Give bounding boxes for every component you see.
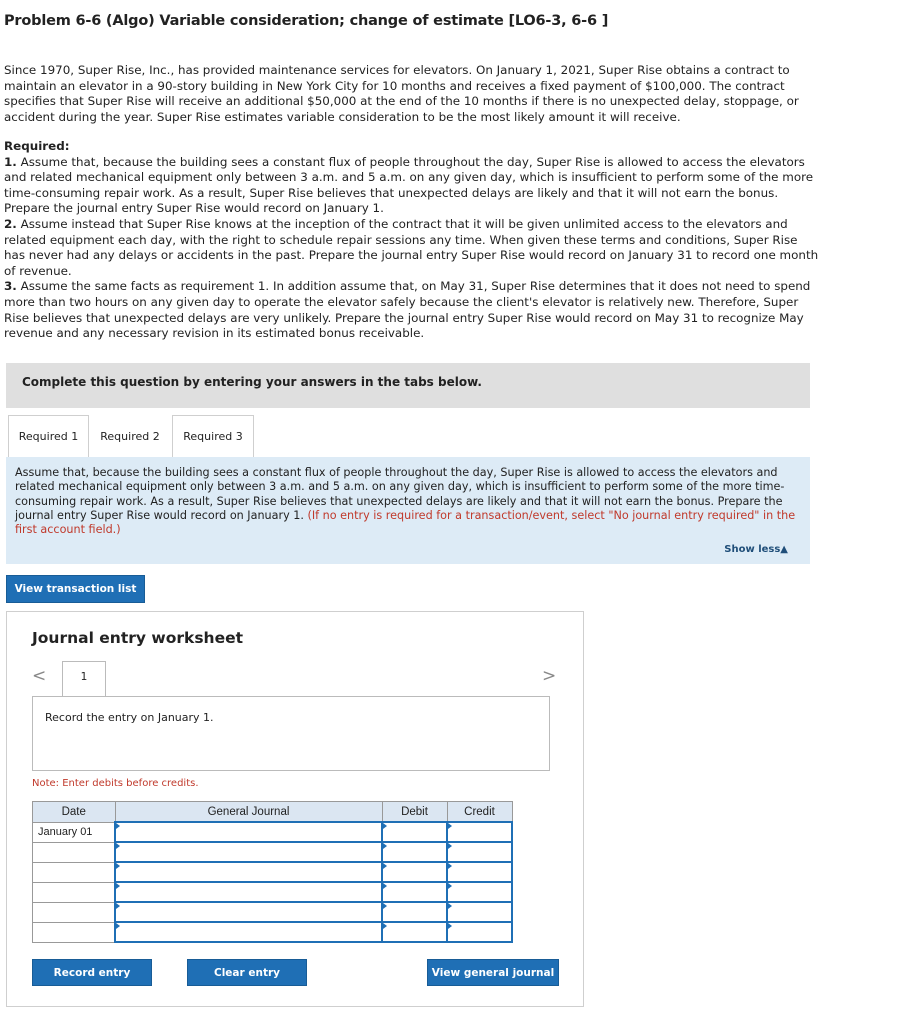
debit-input[interactable] — [382, 882, 447, 902]
entry-instruction: Record the entry on January 1. — [45, 711, 214, 724]
show-less-link[interactable]: Show less▲ — [724, 543, 788, 555]
entry-instruction-box — [32, 696, 550, 771]
date-cell — [33, 842, 116, 862]
date-cell — [33, 882, 116, 902]
date-cell: January 01 — [33, 822, 116, 842]
tab-required-1[interactable]: Required 1 — [8, 415, 89, 457]
credit-input[interactable] — [447, 882, 512, 902]
account-input[interactable] — [115, 882, 382, 902]
credit-input[interactable] — [447, 902, 512, 922]
chevron-right-icon[interactable]: > — [542, 666, 557, 686]
clear-entry-button[interactable]: Clear entry — [187, 959, 307, 986]
required-heading: Required: — [4, 139, 70, 153]
account-input[interactable] — [115, 902, 382, 922]
col-general-journal: General Journal — [115, 802, 382, 823]
credit-input[interactable] — [447, 862, 512, 882]
journal-header-row — [33, 802, 513, 823]
complete-question-text: Complete this question by entering your answers in the tabs below. — [22, 375, 482, 389]
worksheet-title: Journal entry worksheet — [32, 629, 244, 647]
journal-row — [33, 922, 513, 942]
worksheet-page-tab[interactable]: 1 — [62, 661, 106, 697]
journal-table — [32, 801, 513, 943]
account-input[interactable] — [115, 922, 382, 942]
problem-intro: Since 1970, Super Rise, Inc., has provided maintenance services for elevators. On January 1, 2021, Super Rise obtains a contract to maintain an elevator in a 90-story building in New York City for 10 months and receives a fixed payment of $100,000. The contract specifies that Super Rise will receive an additional $50,000 at the end of the 10 months if there is no unexpected delay, stoppage, or accident during the year. Super Rise estimates variable consideration to be the most likely amount it will receive. — [4, 63, 799, 124]
journal-entry-worksheet — [6, 611, 584, 1007]
instruction-panel — [6, 457, 810, 564]
problem-title: Problem 6-6 (Algo) Variable consideration; change of estimate [LO6-3, 6-6 ] — [4, 13, 609, 29]
requirement-2: 2. Assume instead that Super Rise knows at the inception of the contract that it will be given unlimited access to the elevators and related equipment each day, with the right to schedule repair sessions any time. When given these terms and conditions, Super Rise has never had any delays or accidents in the past. Prepare the journal entry Super Rise would record on January 31 to record one month of revenue. — [4, 216, 819, 278]
requirement-1: 1. Assume that, because the building sees a constant flux of people throughout the day, Super Rise is allowed to access the elevators and related mechanical equipment only between 3 a.m. and 5 a.m. on any given day, which is insufficient to perform some of the more time-consuming repair work. As a result, Super Rise believes that unexpected delays are likely and that it will not earn the bonus. Prepare the journal entry Super Rise would record on January 1. — [4, 154, 814, 216]
requirements-block — [4, 139, 822, 342]
debit-input[interactable] — [382, 842, 447, 862]
account-input[interactable] — [115, 862, 382, 882]
debit-input[interactable] — [382, 862, 447, 882]
journal-row — [33, 822, 513, 842]
account-input[interactable] — [115, 842, 382, 862]
view-general-journal-button[interactable]: View general journal — [427, 959, 559, 986]
tab-required-2[interactable]: Required 2 — [89, 415, 171, 457]
credit-input[interactable] — [447, 822, 512, 842]
chevron-left-icon[interactable]: < — [32, 666, 47, 686]
instruction-text: Assume that, because the building sees a constant flux of people throughout the day, Super Rise is allowed to access the elevators and related mechanical equipment only between 3 a.m. and 5 a.m. on any given day, which is insufficient to perform some of the more time-consuming repair work. As a result, Super Rise believes that unexpected delays are likely and that it will not earn the bonus. Prepare the journal entry Super Rise would record on January 1. — [15, 466, 785, 522]
journal-row — [33, 862, 513, 882]
journal-row — [33, 842, 513, 862]
view-transaction-list-button[interactable]: View transaction list — [6, 575, 145, 603]
credit-input[interactable] — [447, 842, 512, 862]
record-entry-button[interactable]: Record entry — [32, 959, 152, 986]
credit-input[interactable] — [447, 922, 512, 942]
instruction-hint: (If no entry is required for a transaction/event, select "No journal entry required" in the first account field.) — [15, 508, 796, 537]
debit-input[interactable] — [382, 822, 447, 842]
debit-input[interactable] — [382, 902, 447, 922]
journal-row — [33, 902, 513, 922]
complete-question-bar — [6, 363, 810, 408]
journal-row — [33, 882, 513, 902]
col-date: Date — [33, 802, 116, 823]
account-input[interactable] — [115, 822, 382, 842]
col-credit: Credit — [447, 802, 512, 823]
requirement-3: 3. Assume the same facts as requirement 1. In addition assume that, on May 31, Super Rise determines that it does not need to spend more than two hours on any given day to operate the elevator safely because the client's elevator is relatively new. Therefore, Super Rise believes that unexpected delays are very unlikely. Prepare the journal entry Super Rise would record on May 31 to recognize May revenue and any necessary revision in its estimated bonus receivable. — [4, 279, 811, 341]
date-cell — [33, 902, 116, 922]
tab-required-3[interactable]: Required 3 — [172, 415, 254, 457]
col-debit: Debit — [382, 802, 447, 823]
debit-credit-note: Note: Enter debits before credits. — [32, 778, 199, 789]
debit-input[interactable] — [382, 922, 447, 942]
date-cell — [33, 922, 116, 942]
date-cell — [33, 862, 116, 882]
